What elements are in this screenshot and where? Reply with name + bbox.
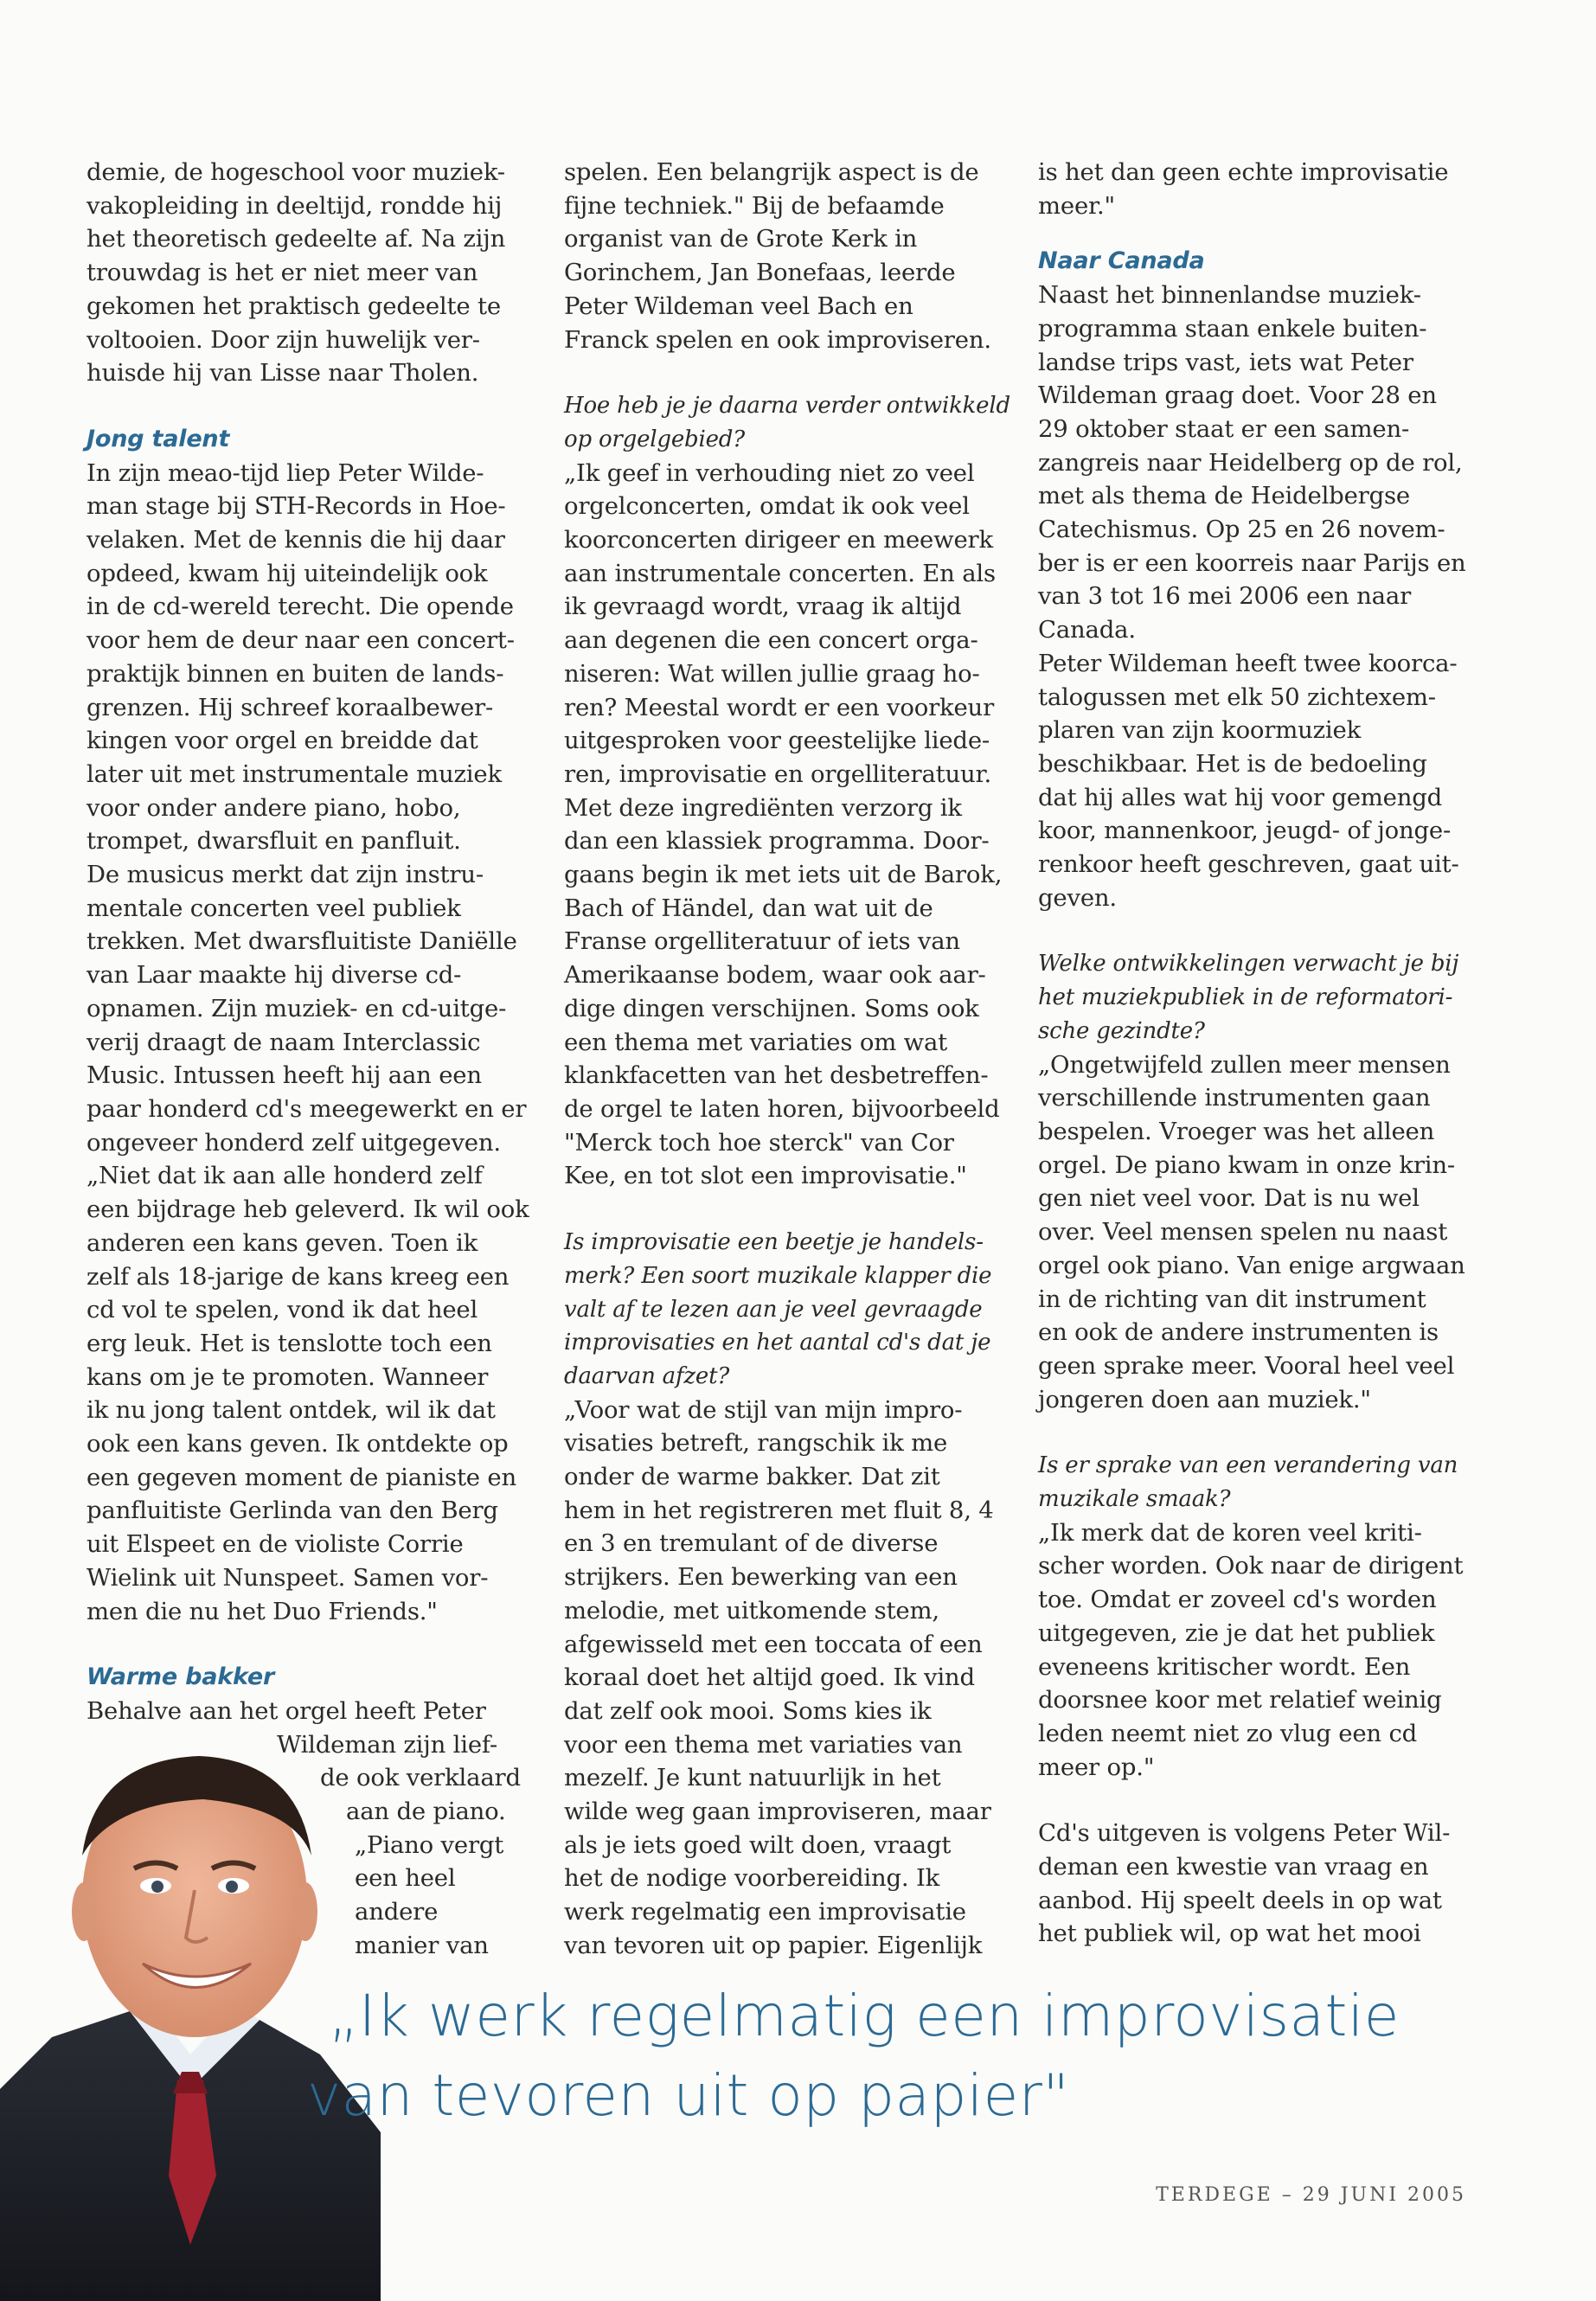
text-line: De musicus merkt dat zijn instru- xyxy=(87,861,484,889)
text-line: en 3 en tremulant of de diverse xyxy=(564,1529,939,1558)
text-line: praktijk binnen en buiten de lands- xyxy=(87,659,504,688)
text-line: Catechismus. Op 25 en 26 novem- xyxy=(1038,516,1445,544)
text-line: het publiek wil, op wat het mooi xyxy=(1038,1920,1421,1948)
question-line: op orgelgebied? xyxy=(564,426,745,452)
paragraph xyxy=(87,156,536,390)
text-line: als je iets goed wilt doen, vraagt xyxy=(564,1830,952,1859)
text-line: ber is er een koorreis naar Parijs en xyxy=(1038,548,1466,577)
text-line: „Piano vergt xyxy=(355,1830,504,1859)
text-line: 29 oktober staat er een samen- xyxy=(1038,414,1410,443)
interview-question xyxy=(564,1226,1014,1394)
text-line: „Ik merk dat de koren veel kriti- xyxy=(1038,1518,1422,1547)
text-line: Music. Intussen heeft hij aan een xyxy=(87,1061,482,1090)
column-3 xyxy=(1038,156,1488,1951)
text-line: „Voor wat de stijl van mijn impro- xyxy=(564,1395,963,1424)
text-line: ren, improvisatie en orgelliteratuur. xyxy=(564,760,991,788)
text-line: aan degenen die een concert orga- xyxy=(564,626,978,655)
text-line: verschillende instrumenten gaan xyxy=(1038,1084,1431,1112)
text-line: demie, de hogeschool voor muziek- xyxy=(87,158,505,186)
pull-quote-line-2: van tevoren uit op papier" xyxy=(307,2062,1070,2129)
text-line: het de nodige voorbereiding. Ik xyxy=(564,1864,940,1893)
text-line: Bach of Händel, dan wat uit de xyxy=(564,894,933,922)
text-line: wilde weg gaan improviseren, maar xyxy=(564,1798,991,1826)
text-line: koor, mannenkoor, jeugd- of jonge- xyxy=(1038,817,1452,845)
text-line: Kee, en tot slot een improvisatie." xyxy=(564,1162,967,1190)
paragraph xyxy=(1038,279,1488,914)
text-line: geen sprake meer. Vooral heel veel xyxy=(1038,1351,1455,1380)
text-line: bespelen. Vroeger was het alleen xyxy=(1038,1117,1435,1145)
text-line: orgel ook piano. Van enige argwaan xyxy=(1038,1251,1465,1279)
text-line: ik nu jong talent ontdek, wil ik dat xyxy=(87,1396,496,1425)
text-line: de ook verklaard xyxy=(320,1764,521,1792)
text-line: cd vol te spelen, vond ik dat heel xyxy=(87,1296,478,1324)
text-line: uit Elspeet en de violiste Corrie xyxy=(87,1530,464,1559)
text-line: kans om je te promoten. Wanneer xyxy=(87,1362,489,1391)
text-line: dan een klassiek programma. Door- xyxy=(564,827,990,856)
text-line: fijne techniek." Bij de befaamde xyxy=(564,191,945,220)
text-line: uitgegeven, zie je dat het publiek xyxy=(1038,1618,1435,1647)
text-line: deman een kwestie van vraag en xyxy=(1038,1853,1429,1881)
text-line: hem in het registreren met fluit 8, 4 xyxy=(564,1496,994,1524)
text-line: visaties betreft, rangschik ik me xyxy=(564,1429,948,1458)
text-line: leden neemt niet zo vlug een cd xyxy=(1038,1719,1418,1747)
text-line: de orgel te laten horen, bijvoorbeeld xyxy=(564,1094,1000,1123)
question-line: Is er sprake van een verandering van xyxy=(1038,1452,1458,1479)
text-line: is het dan geen echte improvisatie xyxy=(1038,158,1449,186)
text-line: aan de piano. xyxy=(346,1798,506,1826)
question-line: muzikale smaak? xyxy=(1038,1486,1231,1513)
text-line: Peter Wildeman veel Bach en xyxy=(564,292,913,320)
text-line: Behalve aan het orgel heeft Peter xyxy=(87,1696,486,1725)
column-2 xyxy=(564,156,1014,1963)
text-line: aan instrumentale concerten. En als xyxy=(564,559,996,587)
subheading-naar-canada: Naar Canada xyxy=(1038,247,1205,275)
interview-question xyxy=(1038,947,1488,1048)
text-line: strijkers. Een bewerking van een xyxy=(564,1563,958,1592)
text-line: dat hij alles wat hij voor gemengd xyxy=(1038,783,1443,811)
text-line: voor een thema met variaties van xyxy=(564,1730,963,1759)
text-line: trompet, dwarsfluit en panfluit. xyxy=(87,827,461,856)
text-line: programma staan enkele buiten- xyxy=(1038,314,1427,343)
question-line: improvisaties en het aantal cd's dat je xyxy=(564,1330,991,1356)
text-line: Canada. xyxy=(1038,616,1136,644)
paragraph xyxy=(1038,1048,1488,1417)
text-line: Peter Wildeman heeft twee koorca- xyxy=(1038,649,1458,677)
subheading-warme-bakker: Warme bakker xyxy=(87,1663,275,1691)
column-1 xyxy=(87,156,536,1963)
text-line: organist van de Grote Kerk in xyxy=(564,225,918,253)
text-line: spelen. Een belangrijk aspect is de xyxy=(564,158,979,186)
text-line: man stage bij STH-Records in Hoe- xyxy=(87,492,506,521)
text-line: gekomen het praktisch gedeelte te xyxy=(87,292,501,320)
text-line: beschikbaar. Het is de bedoeling xyxy=(1038,749,1427,778)
text-line: koraal doet het altijd goed. Ik vind xyxy=(564,1663,975,1692)
text-line: meer op." xyxy=(1038,1753,1155,1781)
paragraph xyxy=(1038,1516,1488,1785)
text-line: doorsnee koor met relatief weinig xyxy=(1038,1686,1442,1715)
text-line: geven. xyxy=(1038,883,1117,912)
text-line: zangreis naar Heidelberg op de rol, xyxy=(1038,448,1463,477)
text-line: voor onder andere piano, hobo, xyxy=(87,793,461,822)
text-line: Wielink uit Nunspeet. Samen vor- xyxy=(87,1563,489,1592)
text-line: gaans begin ik met iets uit de Barok, xyxy=(564,861,1003,889)
text-line: en ook de andere instrumenten is xyxy=(1038,1318,1439,1347)
question-line: Is improvisatie een beetje je handels- xyxy=(564,1229,984,1256)
text-line: trouwdag is het er niet meer van xyxy=(87,259,478,287)
text-line: opnamen. Zijn muziek- en cd-uitge- xyxy=(87,994,507,1022)
text-line: orgelconcerten, omdat ik ook veel xyxy=(564,492,970,521)
text-line: het theoretisch gedeelte af. Na zijn xyxy=(87,225,506,253)
text-line: dige dingen verschijnen. Soms ook xyxy=(564,994,979,1022)
text-line: over. Veel mensen spelen nu naast xyxy=(1038,1218,1448,1247)
text-line: in de cd-wereld terecht. Die opende xyxy=(87,593,514,621)
question-line: het muziekpubliek in de reformatori- xyxy=(1038,984,1453,1011)
question-line: daarvan afzet? xyxy=(564,1362,730,1389)
interview-question xyxy=(1038,1449,1488,1516)
text-line: panfluitiste Gerlinda van den Berg xyxy=(87,1497,498,1525)
text-line: zelf als 18-jarige de kans kreeg een xyxy=(87,1262,510,1291)
text-line: werk regelmatig een improvisatie xyxy=(564,1898,966,1926)
text-line: Franse orgelliteratuur of iets van xyxy=(564,927,960,956)
paragraph xyxy=(564,457,1014,1193)
text-line: orgel. De piano kwam in onze krin- xyxy=(1038,1150,1455,1179)
text-line: ik gevraagd wordt, vraag ik altijd xyxy=(564,593,962,621)
text-line: Cd's uitgeven is volgens Peter Wil- xyxy=(1038,1819,1451,1848)
text-line: klankfacetten van het desbetreffen- xyxy=(564,1061,989,1090)
text-line: "Merck toch hoe sterck" van Cor xyxy=(564,1128,954,1157)
question-line: Welke ontwikkelingen verwacht je bij xyxy=(1038,951,1459,977)
pull-quote-line-1: „Ik werk regelmatig een improvisatie xyxy=(329,1983,1400,2049)
text-line: men die nu het Duo Friends." xyxy=(87,1597,438,1625)
text-line: „Ongetwijfeld zullen meer mensen xyxy=(1038,1050,1451,1079)
text-line: met als thema de Heidelbergse xyxy=(1038,482,1410,510)
text-line: paar honderd cd's meegewerkt en er xyxy=(87,1094,527,1123)
text-line: mentale concerten veel publiek xyxy=(87,894,461,922)
text-line: melodie, met uitkomende stem, xyxy=(564,1596,939,1625)
text-line: uitgesproken voor geestelijke liede- xyxy=(564,727,990,755)
text-line: erg leuk. Het is tenslotte toch een xyxy=(87,1329,492,1357)
text-line: van Laar maakte hij diverse cd- xyxy=(87,961,462,990)
text-line: huisde hij van Lisse naar Tholen. xyxy=(87,359,479,388)
text-line: een heel xyxy=(355,1864,456,1893)
paragraph xyxy=(564,1394,1014,1963)
question-line: Hoe heb je je daarna verder ontwikkeld xyxy=(564,393,1010,420)
text-line: Naast het binnenlandse muziek- xyxy=(1038,281,1421,310)
text-line: gen niet veel voor. Dat is nu wel xyxy=(1038,1184,1420,1213)
text-line: een gegeven moment de pianiste en xyxy=(87,1463,516,1491)
text-line: „Niet dat ik aan alle honderd zelf xyxy=(87,1162,483,1190)
subheading-jong-talent: Jong talent xyxy=(87,425,230,452)
text-line: jongeren doen aan muziek." xyxy=(1038,1385,1371,1413)
text-line: „Ik geef in verhouding niet zo veel xyxy=(564,458,975,487)
text-line: Amerikaanse bodem, waar ook aar- xyxy=(564,961,986,990)
text-line: koorconcerten dirigeer en meewerk xyxy=(564,526,993,554)
text-line: later uit met instrumentale muziek xyxy=(87,760,502,788)
text-line: toe. Omdat er zoveel cd's worden xyxy=(1038,1586,1437,1614)
text-line: anderen een kans geven. Toen ik xyxy=(87,1228,478,1257)
text-line: Franck spelen en ook improviseren. xyxy=(564,325,991,354)
text-line: onder de warme bakker. Dat zit xyxy=(564,1463,940,1491)
text-line: andere xyxy=(355,1898,439,1926)
text-line: kingen voor orgel en breidde dat xyxy=(87,727,478,755)
text-line: velaken. Met de kennis die hij daar xyxy=(87,526,505,554)
question-line: merk? Een soort muzikale klapper die xyxy=(564,1262,992,1289)
text-line: in de richting van dit instrument xyxy=(1038,1285,1426,1313)
paragraph xyxy=(1038,1817,1488,1951)
paragraph xyxy=(1038,156,1488,222)
text-line: talogussen met elk 50 zichtexem- xyxy=(1038,683,1436,711)
text-line: niseren: Wat willen jullie graag ho- xyxy=(564,659,980,688)
text-line: voor hem de deur naar een concert- xyxy=(87,626,515,655)
portrait-photo xyxy=(0,1726,381,2301)
text-line: In zijn meao-tijd liep Peter Wilde- xyxy=(87,458,484,487)
text-line: renkoor heeft geschreven, gaat uit- xyxy=(1038,850,1459,879)
text-line: afgewisseld met een toccata of een xyxy=(564,1630,983,1658)
text-line: ren? Meestal wordt er een voorkeur xyxy=(564,693,995,721)
text-line: een thema met variaties om wat xyxy=(564,1028,947,1056)
text-line: aanbod. Hij speelt deels in op wat xyxy=(1038,1886,1442,1914)
text-line: grenzen. Hij schreef koraalbewer- xyxy=(87,693,494,721)
text-line: scher worden. Ook naar de dirigent xyxy=(1038,1552,1464,1580)
text-line: Met deze ingrediënten verzorg ik xyxy=(564,793,962,822)
text-line: vakopleiding in deeltijd, rondde hij xyxy=(87,191,503,220)
text-line: voltooien. Door zijn huwelijk ver- xyxy=(87,325,480,354)
pull-quote xyxy=(307,1977,1540,2136)
text-line: van tevoren uit op papier. Eigenlijk xyxy=(564,1931,983,1959)
text-line: opdeed, kwam hij uiteindelijk ook xyxy=(87,559,488,587)
text-line: dat zelf ook mooi. Soms kies ik xyxy=(564,1696,932,1725)
text-line: eveneens kritischer wordt. Een xyxy=(1038,1652,1411,1681)
text-line: plaren van zijn koormuziek xyxy=(1038,716,1362,745)
question-line: sche gezindte? xyxy=(1038,1017,1205,1044)
text-line: landse trips vast, iets wat Peter xyxy=(1038,348,1413,376)
text-line: van 3 tot 16 mei 2006 een naar xyxy=(1038,582,1412,611)
text-line: Gorinchem, Jan Bonefaas, leerde xyxy=(564,259,956,287)
text-line: ook een kans geven. Ik ontdekte op xyxy=(87,1430,509,1458)
paragraph xyxy=(87,457,536,1629)
text-line: trekken. Met dwarsfluitiste Daniëlle xyxy=(87,927,517,956)
text-line: verij draagt de naam Interclassic xyxy=(87,1028,481,1056)
page-footer: TERDEGE – 29 JUNI 2005 xyxy=(1156,2184,1466,2206)
text-line: mezelf. Je kunt natuurlijk in het xyxy=(564,1764,941,1792)
text-line: meer." xyxy=(1038,191,1115,220)
text-line: Wildeman graag doet. Voor 28 en xyxy=(1038,381,1437,410)
paragraph xyxy=(564,156,1014,356)
interview-question xyxy=(564,389,1014,456)
text-line: Wildeman zijn lief- xyxy=(277,1730,497,1759)
text-line: manier van xyxy=(355,1931,489,1959)
text-line: ongeveer honderd zelf uitgegeven. xyxy=(87,1128,501,1157)
question-line: valt af te lezen aan je veel gevraagde xyxy=(564,1296,983,1323)
text-line: een bijdrage heb geleverd. Ik wil ook xyxy=(87,1195,529,1224)
